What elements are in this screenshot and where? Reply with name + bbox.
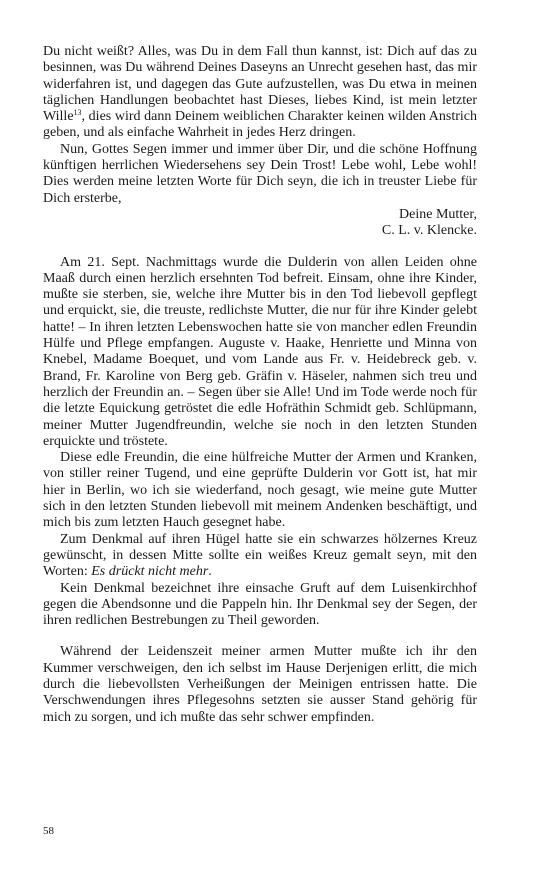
body-paragraph-3-text-b: . xyxy=(208,564,212,580)
body-paragraph-2: Diese edle Freundin, die eine hülfreiche Mutter der Armen und Kranken, von stiller reiner Tugend, und eine geprüfte Dulderin vor Gott ist, hat mir hier in Berlin, wo ich sie wiederfand, noch gesagt, wie meine gute Mutter sich in den letzten Stunden liebevoll mit meinem Andenken beschäftigt, und mich bis zum letzten Hauch gesegnet habe. xyxy=(43,450,477,531)
letter-paragraph-1 xyxy=(43,44,477,142)
page-number: 58 xyxy=(43,825,54,837)
letter-paragraph-1-text-a: Du nicht weißt? Alles, was Du in dem Fall thun kannst, ist: Dich auf das zu besinnen, was Du während Deines Daseyns an Unrecht gesehen hast, das mir widerfahren ist, und dagegen das Gute aufzustellen, was Du etwa in meinen täglichen Handlungen beobachtet hast Dieses, liebes Kind, ist mein letzter Wille xyxy=(43,44,477,125)
body-paragraph-5: Während der Leidenszeit meiner armen Mutter mußte ich ihr den Kummer verschweigen, den ich selbst im Hause Derjenigen erlitt, die mich durch die liebevollsten Verheißungen der Meinigen entrissen hatte. Die Verschwendungen ihres Pflegesohns setzten sie ausser Stand gehörig für mich zu sorgen, und ich mußte das sehr schwer empfinden. xyxy=(43,644,477,725)
letter-signature: C. L. v. Klencke. xyxy=(381,223,477,239)
footnote-marker: 13 xyxy=(73,108,82,118)
body-paragraph-3 xyxy=(43,532,477,581)
letter-closing: Deine Mutter, xyxy=(399,206,477,222)
letter-paragraph-2: Nun, Gottes Segen immer und immer über Dir, und die schöne Hoffnung künftigen herrlichen Wiedersehens sey Dein Trost! Lebe wohl, Lebe wohl! Dies werden meine letzten Worte für Dich seyn, die ich in treuster Liebe für Dich ersterbe, xyxy=(43,141,477,206)
body-paragraph-3-text-a: Zum Denkmal auf ihren Hügel hatte sie ein schwarzes hölzernes Kreuz gewünscht, in dessen Mitte sollte ein weißes Kreuz gemalt seyn, mit den Worten: xyxy=(43,531,477,580)
page-text xyxy=(43,44,477,726)
letter-paragraph-1-text-b: , dies wird dann Deinem weiblichen Charakter keinen wilden Anstrich geben, und als einfache Wahrheit in jedes Herz dringen. xyxy=(43,109,477,141)
letter-signature-block xyxy=(43,207,477,240)
body-paragraph-4: Kein Denkmal bezeichnet ihre einsache Gruft auf dem Luisenkirchhof gegen die Abendsonne und die Pappeln hin. Ihr Denkmal sey der Segen, der ihren redlichen Bestrebungen zu Theil geworden. xyxy=(43,580,477,629)
body-paragraph-1: Am 21. Sept. Nachmittags wurde die Dulderin von allen Leiden ohne Maaß durch einen herzlich ersehnten Tod befreit. Einsam, ohne ihre Kinder, mußte sie sterben, sie, welche ihre Mutter bis in den Tod liebevoll gepflegt und erquickt, sie, die treuste, redlichste Mutter, die nur für ihre Kinder gelebt hatte! – In ihren letzten Lebenswochen hatte sie von mancher edlen Freundin Hülfe und Pflege empfangen. Auguste v. Haake, Henriette und Minna von Knebel, Madame Boequet, und vom Lande aus Fr. v. Heidebreck geb. v. Brand, Fr. Karoline von Berg geb. Gräfin v. Häseler, nahmen sich treu und herzlich der Freundin an. – Segen über sie Alle! Und im Tode werde noch für die letzte Equickung getröstet die edle Hofräthin Schmidt geb. Schlüpmann, meiner Mutter Jugendfreundin, welche sie noch in den letzten Stunden erquickte und tröstete. xyxy=(43,254,477,449)
inscription-text: Es drückt nicht mehr xyxy=(91,564,209,580)
